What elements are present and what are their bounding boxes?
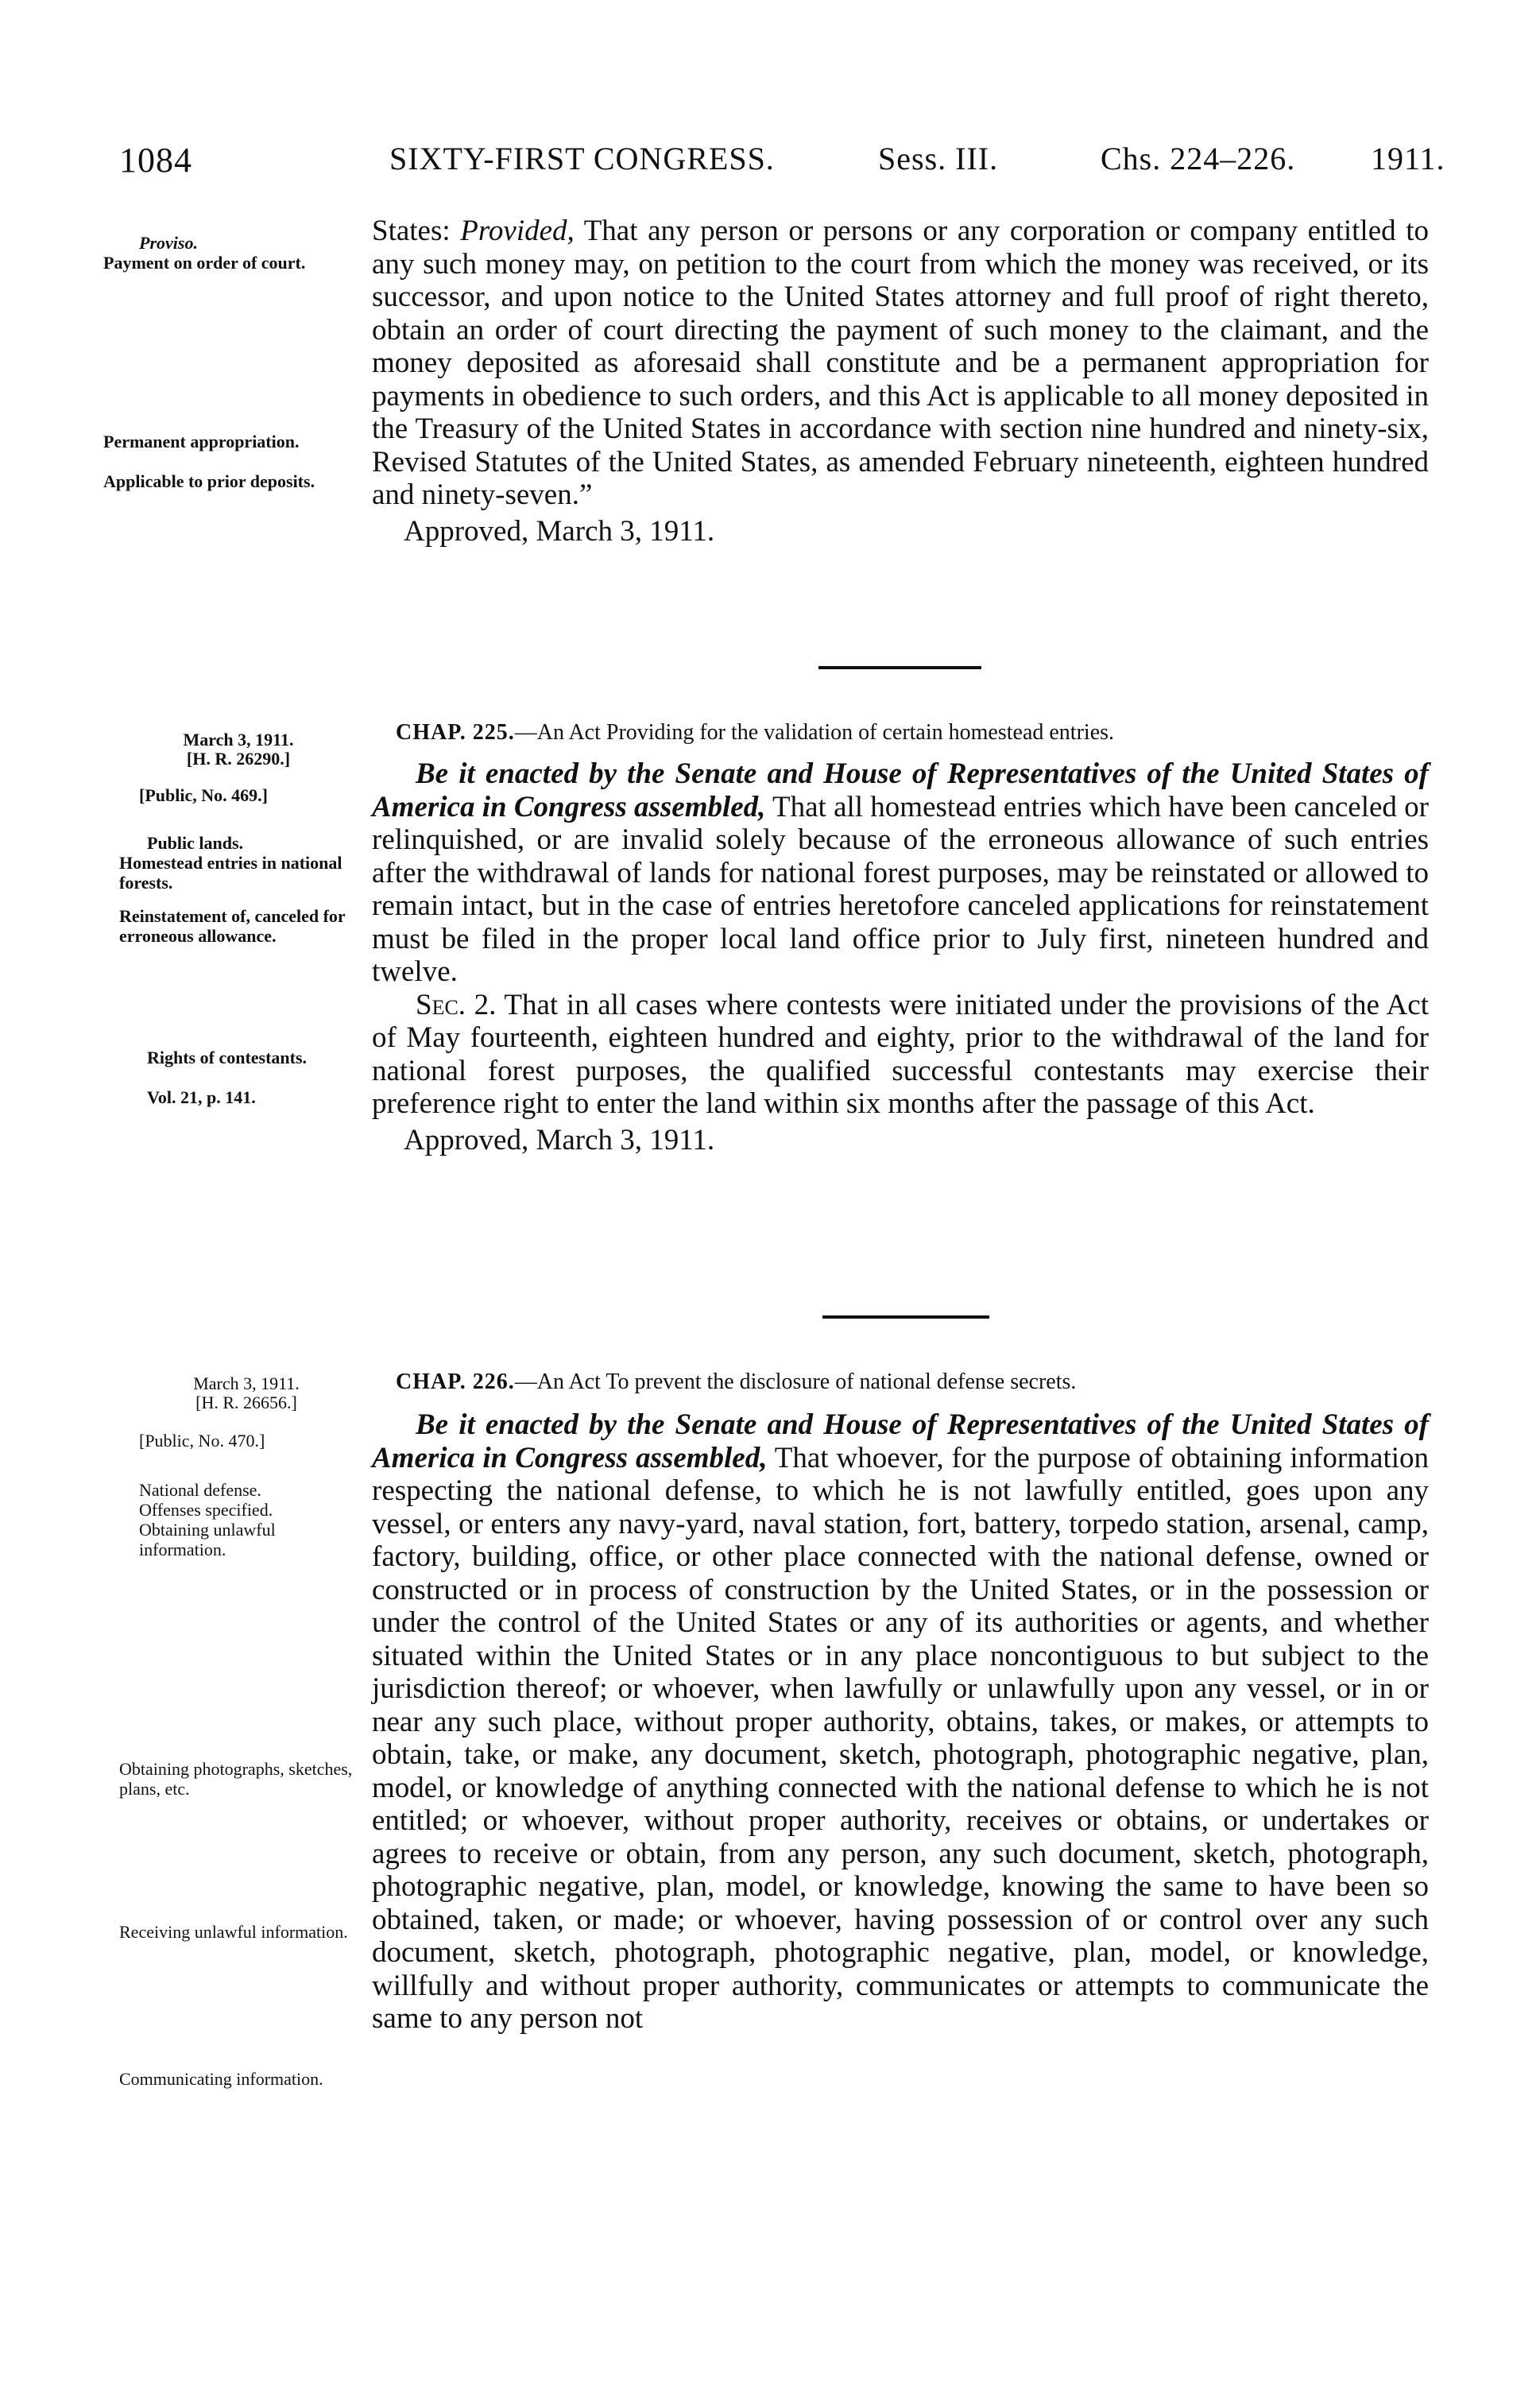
margin-note-permanent: Permanent appropriation. <box>103 432 300 451</box>
chapters-label: Chs. 224–226. <box>1101 141 1296 176</box>
margin-note-public-lands: Public lands. <box>147 833 244 853</box>
chap226-heading <box>372 1369 1429 1396</box>
margin-note-applicable: Applicable to prior deposits. <box>103 471 315 491</box>
running-head <box>119 140 1445 188</box>
margin-note-reinstatement: Reinstatement of, canceled for erroneous allowance. <box>119 906 346 946</box>
margin-note-offenses: Offenses specified. <box>139 1500 273 1520</box>
section1-column <box>372 215 1429 548</box>
chap225-bill: [H. R. 26290.] <box>186 749 291 769</box>
margin-note-receiving: Receiving unlawful information. <box>119 1922 348 1942</box>
chap225-label: CHAP. 225. <box>396 720 515 745</box>
margin-note-rights: Rights of contestants. <box>147 1048 308 1067</box>
chap226-enacting-clause: Be it enacted by the Senate and House of Representatives of the United States of America in Congress assembled, <box>372 1408 1429 1474</box>
margin-note-national-defense: National defense. <box>139 1480 261 1500</box>
chap225-public-no: [Public, No. 469.] <box>139 785 268 805</box>
margin-note-communicating: Communicating information. <box>119 2069 323 2089</box>
chap225-title: —An Act Providing for the validation of certain homestead entries. <box>514 720 1115 745</box>
congress-title: SIXTY-FIRST CONGRESS. <box>389 141 775 176</box>
margin-note-homestead: Homestead entries in national forests. <box>119 853 342 893</box>
margin-note-obtaining-photos: Obtaining photographs, sketches, plans, etc. <box>119 1759 353 1799</box>
chap225-section1-text: That all homestead entries which have been canceled or relinquished, or are invalid solely because of the erroneous allowance of such entries after the withdrawal of lands for national forest purposes, may be reinstated or allowed to remain intact, but in the case of entries heretofore canceled applications for reinstatement must be filed in the proper local land office prior to July first, nineteen hundred and twelve. <box>372 790 1430 988</box>
section1-paragraph: States: Provided, That any person or persons or any corporation or company entitled to any such money may, on petition to the court from which the money was received, or its successor, and upon notice to the United States attorney and full proof of right thereto, obtain an order of court directing the payment of such money to the claimant, and the money deposited as aforesaid shall constitute and be a permanent appropriation for payments in obedience to such orders, and this Act is applicable to all money deposited in the Treasury of the United States in accordance with section nine hundred and ninety-six, Revised Statutes of the United States, as amended February nineteenth, eighteen hundred and ninety-seven.” <box>372 215 1429 511</box>
chap226-text: That whoever, for the purpose of obtaining information respecting the national defense, to which he is not lawfully entitled, goes upon any vessel, or enters any navy-yard, naval station, fort, battery, torpedo station, arsenal, camp, factory, building, office, or other place connected with the national defense, owned or constructed or in process of construction by the United States, or in the possession or under the control of the United States or any of its authorities or agents, and whether situated within the United States or in any place noncontiguous to but subject to the jurisdiction thereof; or whoever, when lawfully or unlawfully upon any vessel, or in or near any such place, without proper authority, obtains, takes, or makes, or attempts to obtain, take, or make, any document, sketch, photograph, photographic negative, plan, model, or knowledge of anything connected with the national defense to which he is not entitled; or whoever, without proper authority, receives or obtains, or undertakes or agrees to receive or obtain, from any person, any such document, sketch, photograph, photographic negative, plan, model, or knowledge, knowing the same to have been so obtained, taken, or made; or whoever, having possession of or control over any such document, sketch, photograph, photographic negative, plan, model, or knowledge, willfully and without proper authority, communicates or attempts to communicate the same to any person not <box>372 1441 1430 2035</box>
chap225-column <box>372 719 1429 1156</box>
chap226-section1 <box>372 1408 1429 2036</box>
chap225-enacting-clause: Be it enacted by the Senate and House of Representatives of the United States of America in Congress assembled, <box>372 757 1429 823</box>
margin-note-obtaining-unlawful: Obtaining unlawful information. <box>139 1520 276 1559</box>
proviso-keyword: Provided, <box>460 215 575 247</box>
margin-note-proviso: Proviso. <box>139 233 198 253</box>
chap225-approved: Approved, March 3, 1911. <box>404 1123 715 1156</box>
chap225-date: March 3, 1911. <box>183 730 294 750</box>
section-divider-rule <box>818 666 981 669</box>
chap225-sec2-label: Sec. 2. <box>416 988 497 1021</box>
margin-note-vol: Vol. 21, p. 141. <box>147 1087 256 1107</box>
chapter-divider-rule <box>822 1315 989 1319</box>
chap226-column <box>372 1369 1429 2036</box>
chap226-title: —An Act To prevent the disclosure of national defense secrets. <box>514 1369 1077 1394</box>
chap225-heading <box>372 719 1429 746</box>
chap226-label: CHAP. 226. <box>396 1369 515 1394</box>
year-label: 1911. <box>1371 141 1445 176</box>
chap225-section1 <box>372 757 1429 989</box>
section1-approved: Approved, March 3, 1911. <box>404 514 715 548</box>
chap225-section2 <box>372 989 1429 1121</box>
chap226-date: March 3, 1911. <box>193 1373 300 1393</box>
chap226-bill: [H. R. 26656.] <box>195 1393 297 1412</box>
chap226-public-no: [Public, No. 470.] <box>139 1431 265 1451</box>
session-label: Sess. III. <box>878 141 999 176</box>
chap225-section2-text: That in all cases where contests were initiated under the provisions of the Act of May fourteenth, eighteen hundred and eighty, prior to the withdrawal of the land for national forest purposes, the qualified successful contestants may exercise their preference right to enter the land within six months after the passage of this Act. <box>372 988 1429 1120</box>
page-number: 1084 <box>119 141 192 180</box>
margin-note-payment: Payment on order of court. <box>103 253 306 273</box>
